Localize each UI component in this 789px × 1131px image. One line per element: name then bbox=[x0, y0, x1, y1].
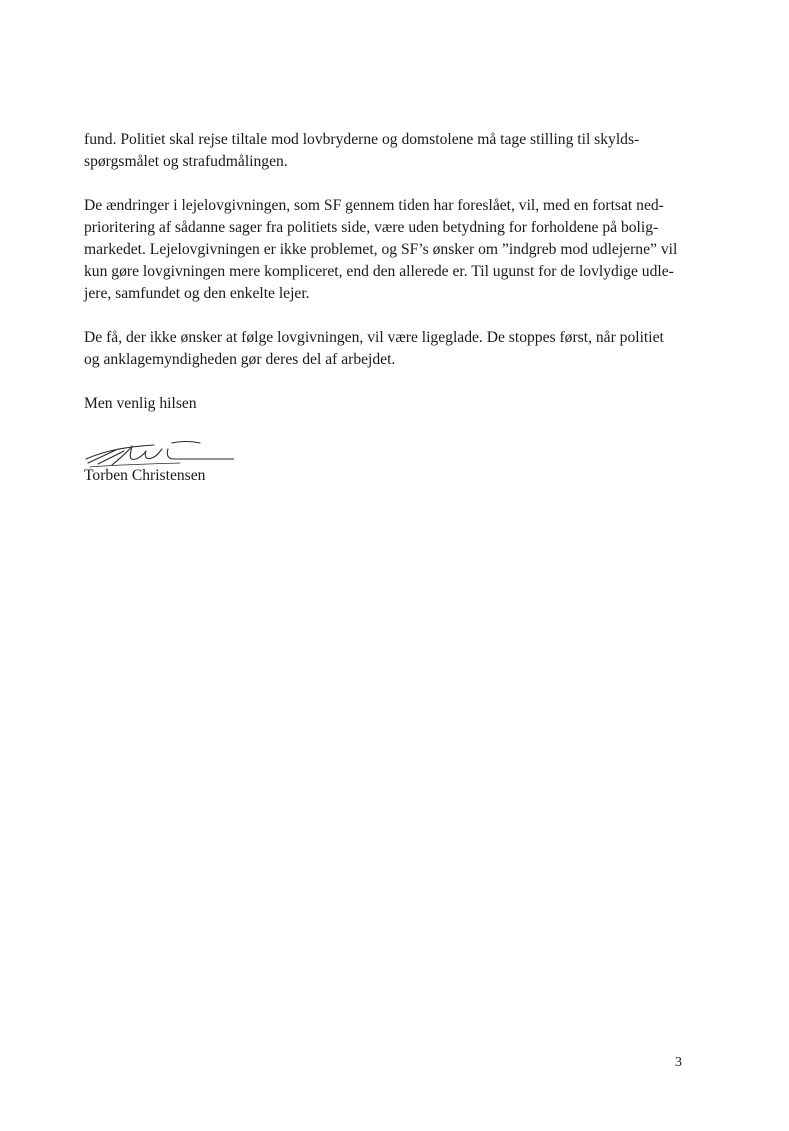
text-line: og anklagemyndigheden gør deres del af arbejdet. bbox=[84, 351, 396, 368]
text-line: De ændringer i lejelovgivningen, som SF gennem tiden har foreslået, vil, med en fortsat ned- bbox=[84, 197, 664, 214]
closing-salutation: Men venlig hilsen bbox=[84, 395, 197, 412]
paragraph bbox=[84, 195, 724, 305]
text-line: De få, der ikke ønsker at følge lovgivningen, vil være ligeglade. De stoppes først, når politiet bbox=[84, 329, 664, 346]
text-line: spørgsmålet og strafudmålingen. bbox=[84, 153, 288, 170]
paragraph bbox=[84, 327, 724, 371]
signer-name: Torben Christensen bbox=[84, 467, 206, 484]
paragraph bbox=[84, 129, 724, 173]
text-line: fund. Politiet skal rejse tiltale mod lovbryderne og domstolene må tage stilling til skylds- bbox=[84, 131, 640, 148]
text-line: prioritering af sådanne sager fra politiets side, være uden betydning for forholdene på bolig- bbox=[84, 219, 659, 236]
text-line: jere, samfundet og den enkelte lejer. bbox=[84, 285, 310, 302]
letter-body bbox=[84, 129, 724, 509]
page-number: 3 bbox=[675, 1055, 682, 1070]
text-line: markedet. Lejelovgivningen er ikke problemet, og SF’s ønsker om ”indgreb mod udlejerne” vil bbox=[84, 241, 678, 258]
text-line: kun gøre lovgivningen mere kompliceret, end den allerede er. Til ugunst for de lovlydige udle- bbox=[84, 263, 674, 280]
